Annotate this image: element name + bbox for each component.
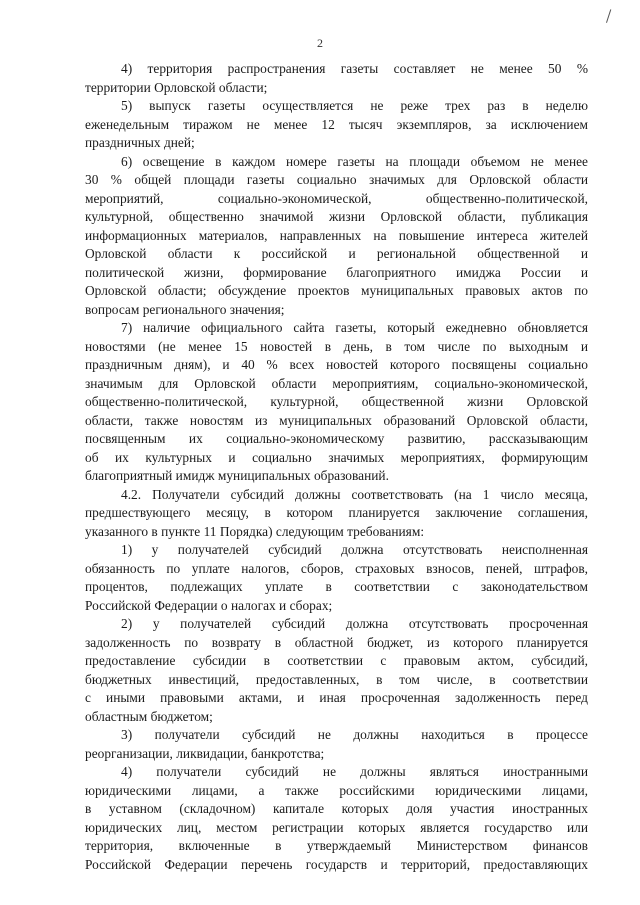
text-line: обязанность по уплате налогов, сборов, страховых взносов, пеней, штрафов, <box>85 560 588 576</box>
text-line: значимым для Орловской области мероприятиям, социально-экономической, <box>85 375 588 391</box>
text-line: областным бюджетом; <box>85 708 213 724</box>
text-line: Российской Федерации о налогах и сборах; <box>85 597 333 613</box>
text-line: праздничных дней; <box>85 135 195 150</box>
text-line: общественно-политической, культурной, общественной жизни Орловской <box>85 394 588 409</box>
text-line: территория, включенные в утверждаемый Министерством финансов <box>85 838 588 853</box>
corner-pen-mark <box>606 9 617 24</box>
text-line: задолженность по возврату в областной бюджет, из которого планируется <box>85 634 588 650</box>
text-line: бюджетных инвестиций, предоставленных, в том числе, в соответствии <box>85 671 588 687</box>
text-line: 4.2. Получатели субсидий должны соответствовать (на 1 число месяца, <box>121 486 588 502</box>
text-line: области, также новостям из муниципальных образований Орловской области, <box>85 412 588 428</box>
text-line: предшествующего месяцу, в котором планируется заключение соглашения, <box>85 505 588 520</box>
text-line: в уставном (складочном) капитале которых доля участия иностранных <box>85 801 588 816</box>
text-line: еженедельным тиражом не менее 12 тысяч экземпляров, за исключением <box>85 116 588 132</box>
text-line: 5) выпуск газеты осуществляется не реже трех раз в неделю <box>121 98 588 113</box>
text-line: 3) получатели субсидий не должны находиться в процессе <box>121 727 588 742</box>
text-line: благоприятный имидж муниципальных образований. <box>85 468 389 483</box>
text-line: процентов, подлежащих уплате в соответствии с законодательством <box>85 579 588 594</box>
text-line: юридических лиц, местом регистрации которых является государство или <box>85 819 588 835</box>
text-line: вопросам регионального значения; <box>85 301 285 317</box>
text-line: 7) наличие официального сайта газеты, который ежедневно обновляется <box>121 320 588 335</box>
text-line: реорганизации, ликвидации, банкротства; <box>85 745 325 761</box>
text-line: с иными правовыми актами, и иная просроченная задолженность перед <box>85 690 588 705</box>
text-line: 4) получатели субсидий не должны являться иностранными <box>121 764 588 779</box>
text-line: территории Орловской области; <box>85 79 268 95</box>
text-line: праздничным дням), и 40 % всех новостей которого посвящены социально <box>85 357 588 372</box>
text-line: 6) освещение в каждом номере газеты на площади объемом не менее <box>121 153 588 169</box>
text-line: посвященным их социально-экономическому развитию, рассказывающим <box>85 431 588 446</box>
text-line: информационных материалов, направленных на повышение интереса жителей <box>85 227 588 243</box>
text-line: 1) у получателей субсидий должна отсутствовать неисполненная <box>121 542 588 557</box>
text-line: 30 % общей площади газеты социально значимых для Орловской области <box>85 172 588 187</box>
text-line: Российской Федерации перечень государств и территорий, предоставляющих <box>85 856 588 872</box>
text-line: Орловской области к российской и региональной общественной и <box>85 246 588 261</box>
text-line: указанного в пункте 11 Порядка) следующим требованиям: <box>85 523 425 539</box>
text-line: политической жизни, формирование благоприятного имиджа России и <box>85 264 588 280</box>
text-line: предоставление субсидии в соответствии с правовым актом, субсидий, <box>85 653 588 668</box>
text-line: Орловской области; обсуждение проектов муниципальных правовых актов по <box>85 283 588 298</box>
text-line: культурной, общественно значимой жизни Орловской области, публикация <box>85 209 588 224</box>
text-line: 4) территория распространения газеты составляет не менее 50 % <box>121 61 588 76</box>
document-body <box>85 60 588 874</box>
text-line: новостями (не менее 15 новостей в день, в том числе по выходным и <box>85 338 588 354</box>
page-number: 2 <box>317 36 323 50</box>
text-line: об их культурных и социально значимых мероприятиях, формирующим <box>85 449 588 465</box>
text-line: мероприятий, социально-экономической, общественно-политической, <box>85 190 588 206</box>
text-line: юридическими лицами, а также российскими юридическими лицами, <box>85 782 588 798</box>
text-line: 2) у получателей субсидий должна отсутствовать просроченная <box>121 616 588 631</box>
